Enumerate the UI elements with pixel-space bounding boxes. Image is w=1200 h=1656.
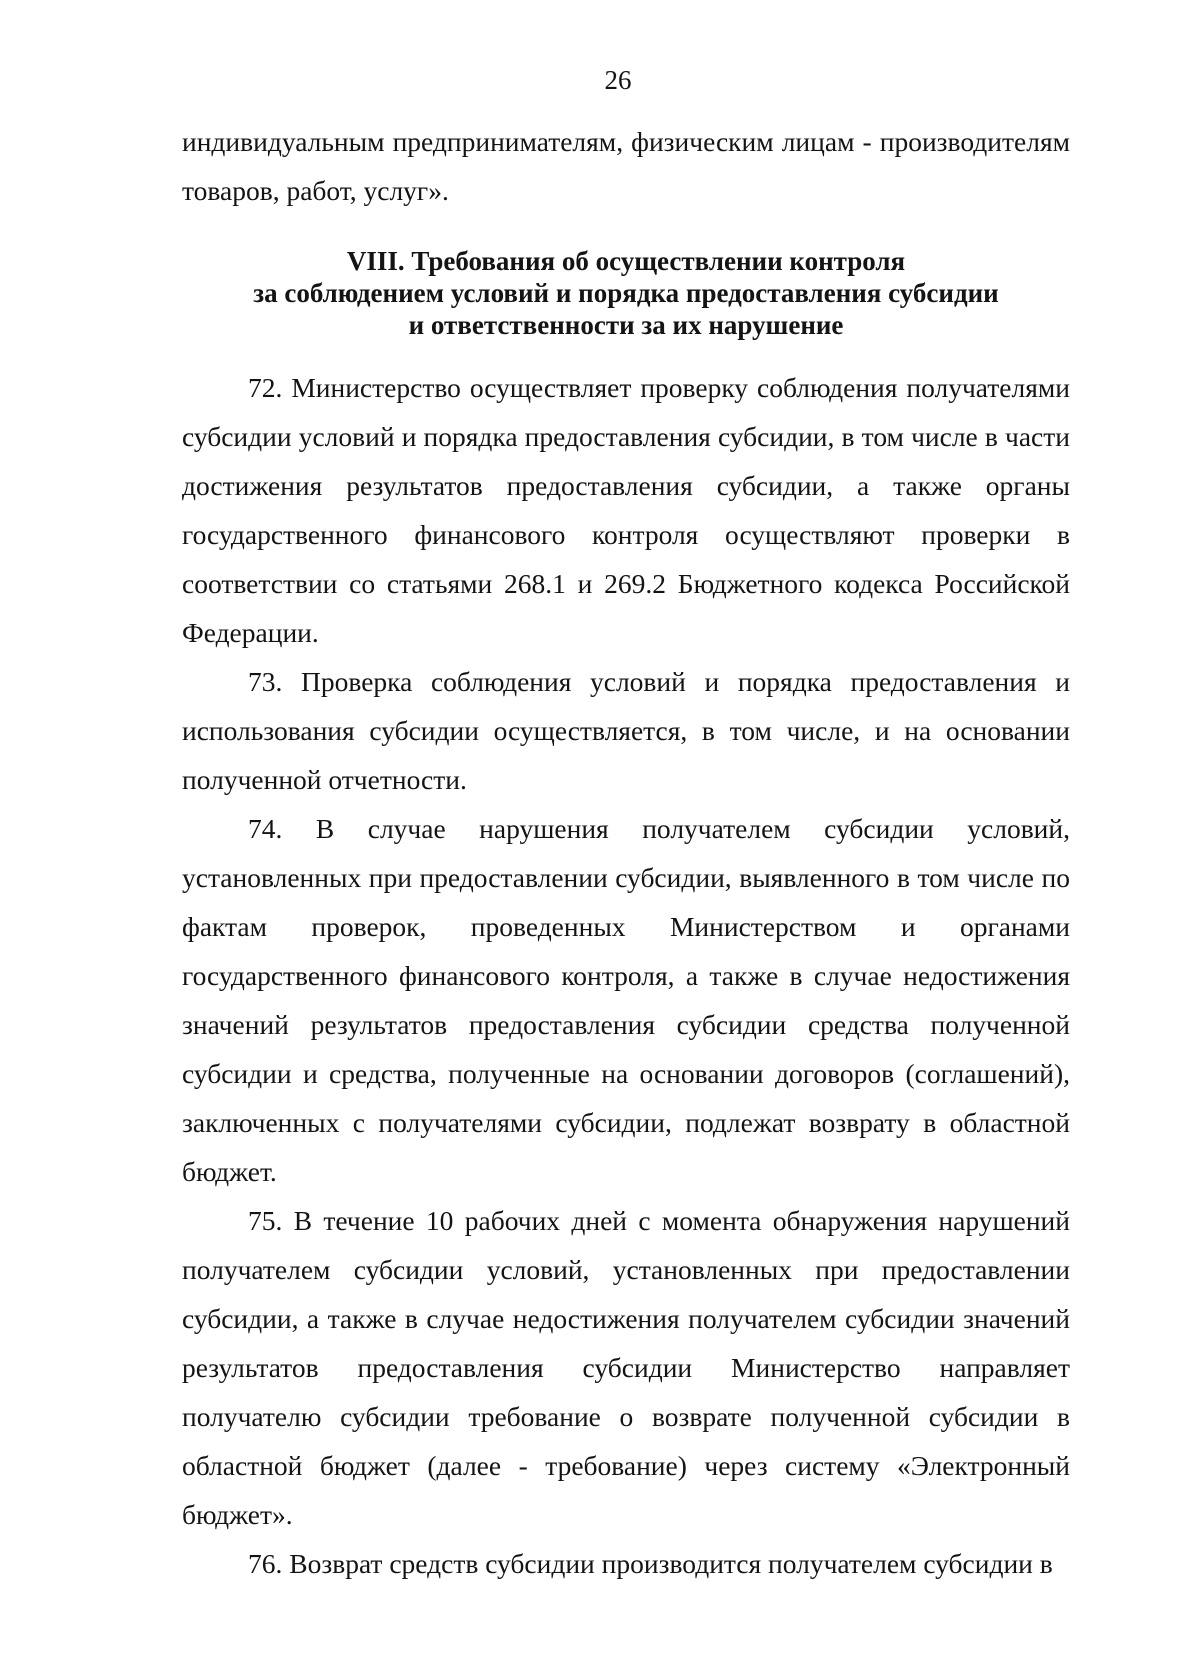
document-body [182,117,1070,1588]
continuation-paragraph: индивидуальным предпринимателям, физическим лицам - производителям товаров, работ, услуг». [182,126,1070,206]
page-number: 26 [604,65,632,95]
section-heading [182,245,1070,341]
section-heading-line-2: за соблюдением условий и порядка предоставления субсидии [253,278,999,308]
section-heading-line-3: и ответственности за их нарушение [408,310,844,340]
paragraph-76: 76. Возврат средств субсидии производится получателем субсидии в [248,1548,1053,1579]
paragraph-75: 75. В течение 10 рабочих дней с момента обнаружения нарушений получателем субсидии условий, установленных при предоставлении субсидии, а также в случае недостижения получателем субсидии значений результатов предоставления субсидии Министерство направляет получателю субсидии требование о возврате полученной субсидии в областной бюджет (далее - требование) через систему «Электронный бюджет». [182,1205,1070,1530]
paragraph-72: 72. Министерство осуществляет проверку соблюдения получателями субсидии условий и порядка предоставления субсидии, в том числе в части достижения результатов предоставления субсидии, а также органы государственного финансового контроля осуществляют проверки в соответствии со статьями 268.1 и 269.2 Бюджетного кодекса Российской Федерации. [182,372,1070,648]
paragraph-74: 74. В случае нарушения получателем субсидии условий, установленных при предоставлении субсидии, выявленного в том числе по фактам проверок, проведенных Министерством и органами государственного финансового контроля, а также в случае недостижения значений результатов предоставления субсидии средства полученной субсидии и средства, полученные на основании договоров (соглашений), заключенных с получателями субсидии, подлежат возврату в областной бюджет. [182,813,1070,1187]
section-heading-line-1: VIII. Требования об осуществлении контроля [346,246,906,276]
paragraph-73: 73. Проверка соблюдения условий и порядка предоставления и использования субсидии осуществляется, в том числе, и на основании полученной отчетности. [182,666,1070,795]
